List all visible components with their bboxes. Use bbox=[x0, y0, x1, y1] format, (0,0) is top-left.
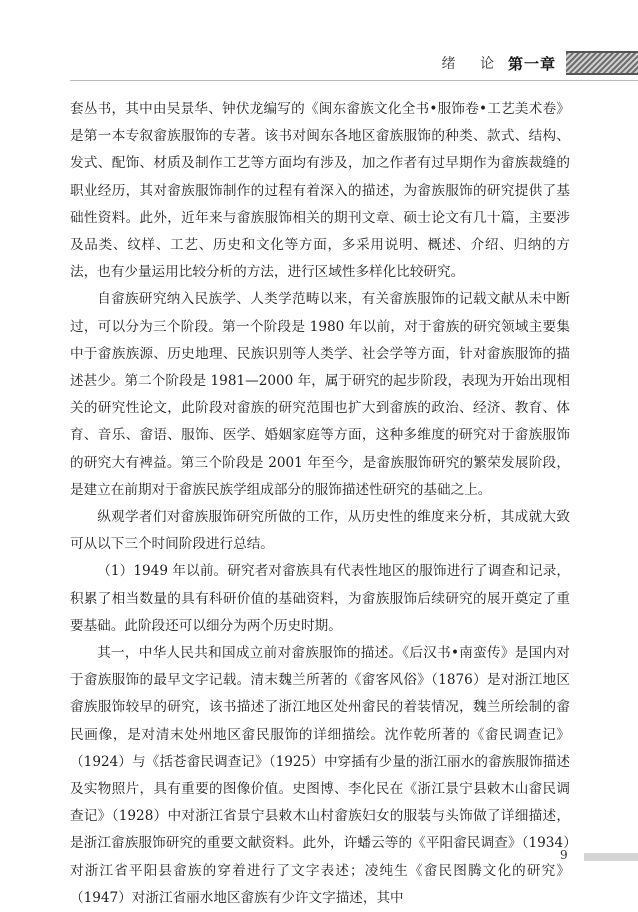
paragraph: 其一，中华人民共和国成立前对畲族服饰的描述。《后汉书•南蛮传》是国内对于畲族服饰的最早文字记载。清末魏兰所著的《畲客风俗》（1876）是对浙江地区畲族服饰较早的研究，该书描述了浙江地区处州畲民的着装情况，魏兰所绘制的畲民画像，是对清末处州地区畲民服饰的详细描绘。沈作乾所著的《畲民调查记》（1924）与《括苍畲民调查记》（1925）中穿插有少量的浙江丽水的畲族服饰描述及实物照片，具有重要的图像价值。史图博、李化民在《浙江景宁县敕木山畲民调查记》（1928）中对浙江省景宁县敕木山村畲族妇女的服装与头饰做了详细描述，是浙江畲族服饰研究的重要文献资料。此外，许蟠云等的《平阳畲民调查》（1934）对浙江省平阳县畲族的穿着进行了文字表述；凌纯生《畲民图腾文化的研究》（1947）对浙江省丽水地区畲族有少许文字描述，其中 bbox=[70, 645, 570, 906]
chapter-title: 第一章 bbox=[507, 54, 556, 73]
running-header bbox=[442, 50, 638, 76]
footer-bar bbox=[584, 853, 638, 861]
section-title: 绪 论 bbox=[441, 56, 504, 72]
paragraph: （1）1949 年以前。研究者对畲族具有代表性地区的服饰进行了调查和记录，积累了相当数量的具有科研价值的基础资料，为畲族服饰后续研究的展开奠定了重要基础。此阶段还可以细分为两个历史时期。 bbox=[70, 563, 570, 634]
header-ornament bbox=[566, 51, 638, 75]
paragraph: 自畲族研究纳入民族学、人类学范畴以来，有关畲族服饰的记载文献从未中断过，可以分为三个阶段。第一个阶段是 1980 年以前，对于畲族的研究领域主要集中于畲族族源、历史地理、民族识别等人类学、社会学等方面，针对畲族服饰的描述甚少。第二个阶段是 1981—2000 年，属于研究的起步阶段，表现为开始出现相关的研究性论文，此阶段对畲族的研究范围也扩大到畲族的政治、经济、教育、体育、音乐、畲语、服饰、医学、婚姻家庭等方面，这种多维度的研究对于畲族服饰的研究大有裨益。第三个阶段是 2001 年至今，是畲族服饰研究的繁荣发展阶段，是建立在前期对于畲族民族学组成部分的服饰描述性研究的基础之上。 bbox=[70, 291, 570, 498]
header-rule bbox=[70, 80, 638, 81]
paragraph: 套丛书，其中由吴景华、钟伏龙编写的《闽东畲族文化全书•服饰卷•工艺美术卷》是第一本专叙畲族服饰的专著。该书对闽东各地区畲族服饰的种类、款式、结构、发式、配饰、材质及制作工艺等方面均有涉及，加之作者有过早期作为畲族裁缝的职业经历，其对畲族服饰制作的过程有着深入的描述，为畲族服饰的研究提供了基础性资料。此外，近年来与畲族服饰相关的期刊文章、硕士论文有几十篇，主要涉及品类、纹样、工艺、历史和文化等方面，多采用说明、概述、介绍、归纳的方法，也有少量运用比较分析的方法，进行区域性多样化比较研究。 bbox=[70, 101, 570, 281]
page-number: 9 bbox=[560, 848, 568, 862]
body-text bbox=[70, 96, 570, 912]
page-footer bbox=[0, 848, 638, 868]
paragraph: 纵观学者们对畲族服饰研究所做的工作，从历史性的维度来分析，其成就大致可从以下三个时间阶段进行总结。 bbox=[70, 509, 570, 553]
